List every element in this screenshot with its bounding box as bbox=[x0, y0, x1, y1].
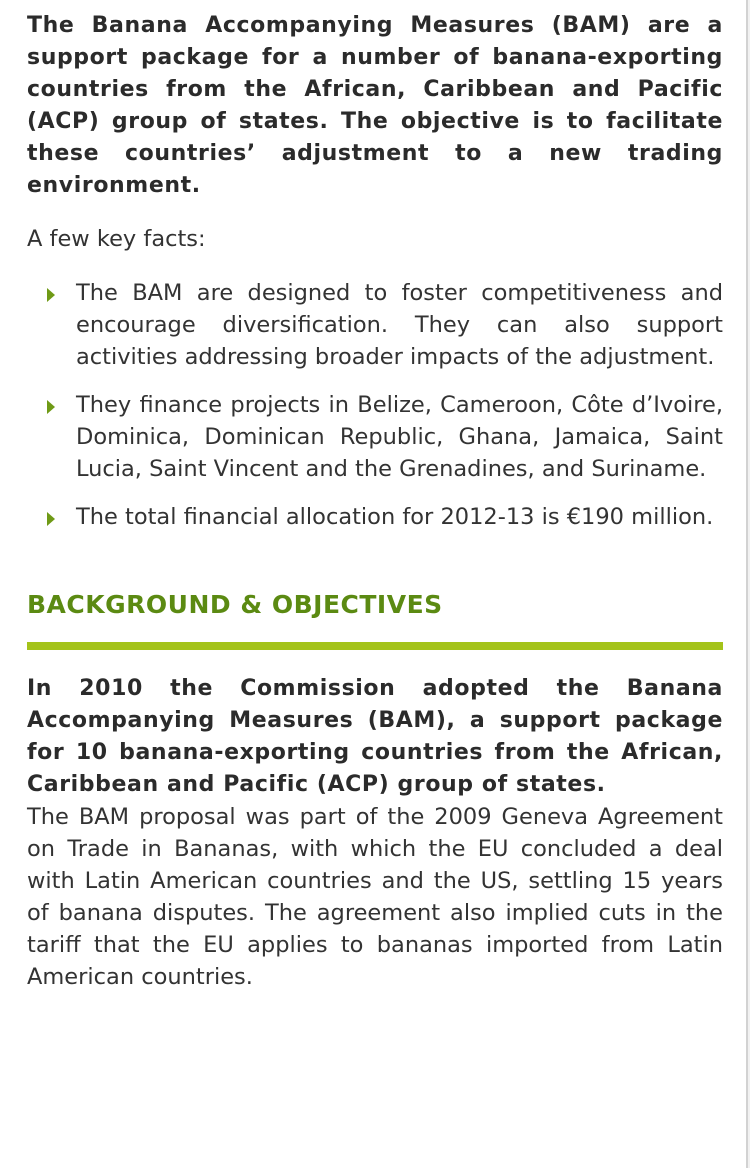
list-item bbox=[76, 277, 723, 373]
background-paragraph: The BAM proposal was part of the 2009 Geneva Agreement on Trade in Bananas, with which the EU concluded a deal with Latin American countries and the US, settling 15 years of banana disputes. The agreement also implied cuts in the tariff that the EU applies to bananas imported from Latin American countries. bbox=[27, 804, 723, 990]
fact-text: They finance projects in Belize, Cameroon, Côte d’Ivoire, Dominica, Dominican Republic, Ghana, Jamaica, Saint Lucia, Saint Vincent and the Grenadines, and Suriname. bbox=[76, 392, 723, 482]
triangle-right-icon bbox=[47, 288, 55, 302]
intro-lead: The Banana Accompanying Measures (BAM) are a support package for a number of banana-exporting countries from the African, Caribbean and Pacific (ACP) group of states. The objective is to facilitate these countries’ adjustment to a new trading environment. bbox=[27, 13, 723, 198]
list-item bbox=[76, 501, 723, 533]
heading-divider bbox=[27, 642, 723, 650]
key-facts-list bbox=[27, 277, 723, 533]
facts-intro: A few key facts: bbox=[27, 226, 206, 252]
section-heading: BACKGROUND & OBJECTIVES bbox=[27, 590, 443, 619]
triangle-right-icon bbox=[47, 400, 55, 414]
list-item bbox=[76, 389, 723, 485]
background-lead: In 2010 the Commission adopted the Banana Accompanying Measures (BAM), a support package for 10 banana-exporting countries from the African, Caribbean and Pacific (ACP) group of states. bbox=[27, 676, 723, 797]
triangle-right-icon bbox=[47, 512, 55, 526]
fact-text: The BAM are designed to foster competitiveness and encourage diversification. They can also support activities addressing broader impacts of the adjustment. bbox=[76, 280, 723, 370]
fact-text: The total financial allocation for 2012-13 is €190 million. bbox=[76, 504, 714, 530]
